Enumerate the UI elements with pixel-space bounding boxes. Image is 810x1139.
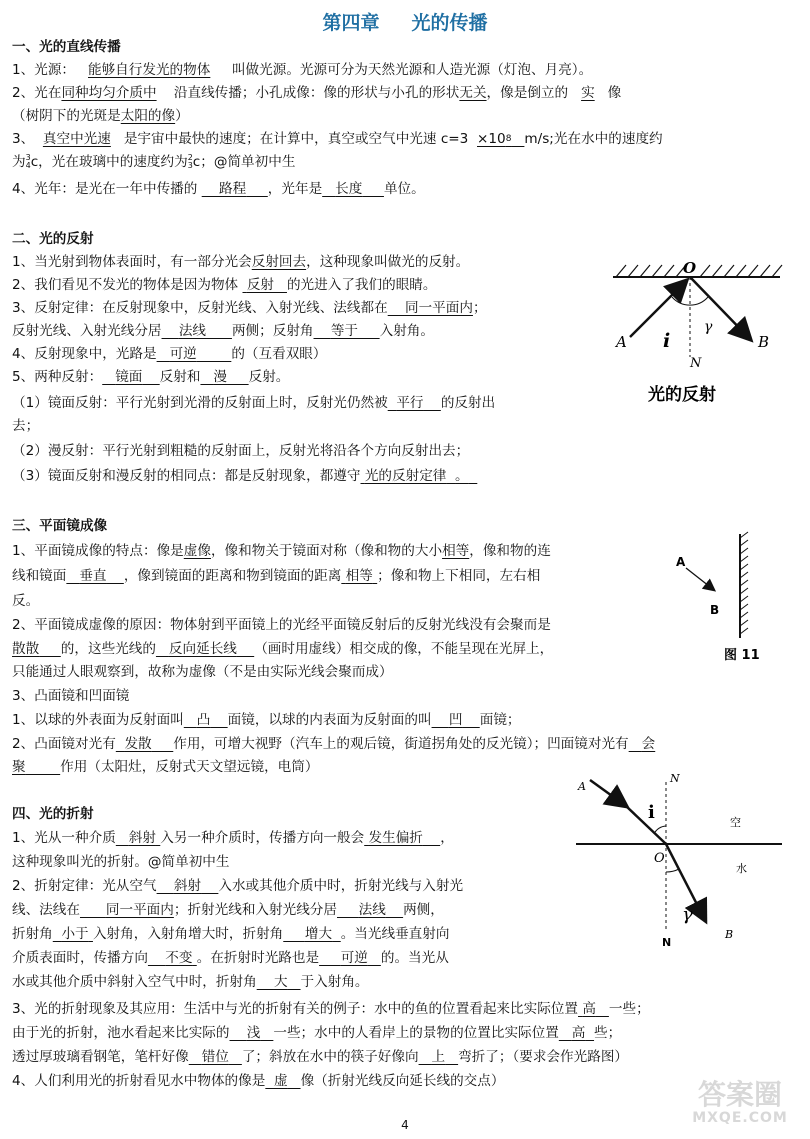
figure-caption: 光的反射 [648,385,716,405]
label-water: 水 [736,862,747,875]
text-line: （树阴下的光斑是太阳的像） [12,108,189,124]
label-N-bottom: N [662,936,672,949]
text-line: 折射角 小于 入射角，入射角增大时，折射角 增大 。当光线垂直射向 [12,926,450,942]
text-line: 反射光线、入射光线分居 法线 两侧；反射角 等于 入射角。 [12,323,434,339]
label-B: B [710,603,720,617]
text-line: 介质表面时，传播方向 不变 。在折射时光路也是 可逆 的。当光从 [12,950,449,966]
text-line: 3、 真空中光速 是宇宙中最快的速度；在计算中，真空或空气中光速 $c=3 \times 10^8$ m/s;光在水中的速度约 [12,131,663,147]
text-line: 4、反射现象中，光路是 可逆 的（互看双眼） [12,346,327,362]
text-line: （3）镜面反射和漫反射的相同点：都是反射现象，都遵守 光的反射定律 。 [12,468,469,484]
text-line: 聚 作用（太阳灶，反射式天文望远镜，电筒） [12,759,319,775]
watermark-logo: 答案圈 MXQE.COM [692,1078,788,1126]
text-line: 1、光源： 能够自行发光的物体 叫做光源。光源可分为天然光源和人造光源（灯泡、月亮）。 [12,62,593,78]
text-line: 线、法线在 同一平面内；折射光线和入射光线分居 法线 两侧， [12,902,444,918]
label-N-top: N [670,772,680,785]
text-line: 4、光年：是光在一年中传播的 路程 ，光年是 长度 单位。 [12,181,425,197]
label-B: B [758,333,770,351]
section-heading: 四、光的折射 [12,806,94,822]
plane-mirror-diagram [670,530,780,665]
label-i: i [648,802,655,823]
text-line: 2、折射定律：光从空气 斜射 入水或其他介质中时，折射光线与入射光 [12,878,464,894]
text-line: 水或其他介质中斜射入空气中时，折射角 大 于入射角。 [12,974,369,990]
text-line: 1、以球的外表面为反射面叫 凸 面镜，以球的内表面为反射面的叫 凹 面镜； [12,712,521,728]
text-line: 2、我们看见不发光的物体是因为物体 反射 的光进入了我们的眼睛。 [12,277,437,293]
text-line: 5、两种反射： 镜面 反射和 漫 反射。 [12,369,290,385]
text-line: 1、当光射到物体表面时，有一部分光会反射回去，这种现象叫做光的反射。 [12,254,470,270]
label-i: i [663,330,671,352]
label-air: 空 [730,816,741,829]
text-line: 线和镜面 垂直 ，像到镜面的距离和物到镜面的距离 相等 ；像和物上下相同，左右相 [12,568,541,584]
text-line: 2、凸面镜对光有 发散 作用，可增大视野（汽车上的观后镜，街道拐角处的反光镜）；凹面镜对光有 会 [12,736,656,752]
text-line: 4、人们利用光的折射看见水中物体的像是 虚 像（折射光线反向延长线的交点） [12,1073,505,1089]
section-heading: 三、平面镜成像 [12,518,108,534]
text-line: 反。 [12,593,40,609]
label-A: A [616,333,627,351]
refraction-diagram [570,768,790,950]
chapter-title: 第四章 光的传播 [322,12,488,34]
section-heading: 一、光的直线传播 [12,39,121,55]
page-number: 4 [401,1118,409,1132]
label-O: O [683,259,697,277]
text-line: 3、凸面镜和凹面镜 [12,688,130,704]
label-N: N [690,356,702,371]
text-line: 去； [12,418,40,434]
text-line: 3、反射定律：在反射现象中，反射光线、入射光线、法线都在 同一平面内； [12,300,487,316]
label-A: A [578,780,586,793]
label-gamma: γ [704,319,713,335]
label-B: B [725,928,734,941]
text-line: 3、光的折射现象及其应用：生活中与光的折射有关的例子：水中的鱼的位置看起来比实际位置 高 一些； [12,1001,650,1017]
text-line: 散散 的，这些光线的 反向延长线 （画时用虚线）相交成的像，不能呈现在光屏上， [12,641,554,657]
text-line: 透过厚玻璃看钢笔，笔杆好像 错位 了；斜放在水中的筷子好像向 上 弯折了；（要求会作光路图） [12,1049,629,1065]
text-line: （1）镜面反射：平行光射到光滑的反射面上时，反射光仍然被 平行 的反射出 [12,395,496,411]
reflection-diagram [608,255,798,410]
label-O: O [654,851,665,866]
text-line: 由于光的折射，池水看起来比实际的 浅 一些；水中的人看岸上的景物的位置比实际位置 高 些； [12,1025,622,1041]
label-A: A [676,555,686,569]
text-line: 1、平面镜成像的特点：像是虚像，像和物关于镜面对称（像和物的大小相等，像和物的连 [12,543,551,559]
fraction-line: 为3 4c，光在玻璃中的速度约为2 3c；@简单初中生 [12,153,296,170]
text-line: 2、平面镜成虚像的原因：物体射到平面镜上的光经平面镜反射后的反射光线没有会聚而是 [12,617,551,633]
figure-caption: 图 11 [724,648,760,663]
text-line: 只能通过人眼观察到，故称为虚像（不是由实际光线会聚而成） [12,664,393,680]
text-line: 1、光从一种介质 斜射 入另一种介质时，传播方向一般会 发生偏折 ， [12,830,454,846]
text-line: 这种现象叫光的折射。@简单初中生 [12,854,230,870]
label-gamma: γ [682,904,693,925]
text-line: （2）漫反射：平行光射到粗糙的反射面上，反射光将沿各个方向反射出去； [12,443,470,459]
text-line: 2、光在同种均匀介质中 沿直线传播；小孔成像：像的形状与小孔的形状无关，像是倒立的 实 像 [12,85,622,101]
section-heading: 二、光的反射 [12,231,94,247]
